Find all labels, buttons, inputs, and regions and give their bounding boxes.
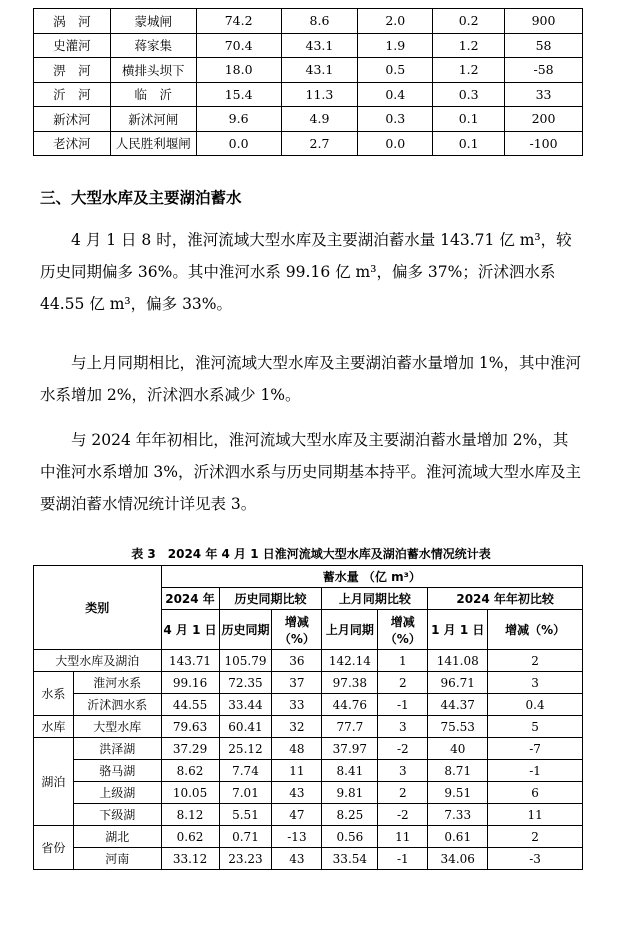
table-cell: 97.38 bbox=[322, 672, 378, 694]
table-row bbox=[34, 131, 583, 156]
table-cell: 0.0 bbox=[196, 131, 281, 156]
table-cell: 8.41 bbox=[322, 760, 378, 782]
header-storage: 蓄水量 （亿 m³） bbox=[161, 566, 582, 588]
table-cell: 40 bbox=[428, 738, 488, 760]
table-cell: 9.81 bbox=[322, 782, 378, 804]
table-cell: 2 bbox=[378, 672, 428, 694]
table-cell: 横排头坝下 bbox=[110, 58, 196, 83]
table-row bbox=[34, 82, 583, 107]
table-cell: 蒙城闸 bbox=[110, 9, 196, 34]
table-cell: 75.53 bbox=[428, 716, 488, 738]
table-cell: 25.12 bbox=[219, 738, 272, 760]
table-cell: 33.54 bbox=[322, 848, 378, 870]
table-row bbox=[34, 804, 583, 826]
table-cell: -100 bbox=[505, 131, 583, 156]
table-cell: 0.2 bbox=[433, 9, 505, 34]
table-cell: -1 bbox=[488, 760, 583, 782]
table-cell: 7.33 bbox=[428, 804, 488, 826]
table-cell: 0.61 bbox=[428, 826, 488, 848]
section-heading: 三、大型水库及主要湖泊蓄水 bbox=[40, 189, 242, 207]
table-cell: 99.16 bbox=[161, 672, 219, 694]
table-cell: 涡 河 bbox=[34, 9, 111, 34]
table-row bbox=[34, 826, 583, 848]
table-cell: 8.12 bbox=[161, 804, 219, 826]
table-cell: -58 bbox=[505, 58, 583, 83]
table-cell: 72.35 bbox=[219, 672, 272, 694]
table-cell: 8.62 bbox=[161, 760, 219, 782]
row-label: 骆马湖 bbox=[73, 760, 161, 782]
table-cell: 141.08 bbox=[428, 650, 488, 672]
table-cell: 0.56 bbox=[322, 826, 378, 848]
header-hist-compare: 历史同期比较 bbox=[219, 588, 322, 610]
table-cell: 新沭河闸 bbox=[110, 107, 196, 132]
table-cell: 蒋家集 bbox=[110, 33, 196, 58]
table-row bbox=[34, 716, 583, 738]
table-cell: -1 bbox=[378, 694, 428, 716]
table-cell: 43 bbox=[272, 782, 322, 804]
row-label: 下级湖 bbox=[73, 804, 161, 826]
table-cell: 临 沂 bbox=[110, 82, 196, 107]
group-label: 省份 bbox=[34, 826, 74, 870]
table-cell: 105.79 bbox=[219, 650, 272, 672]
header-hist: 历史同期 bbox=[219, 610, 272, 650]
table-cell: 0.1 bbox=[433, 107, 505, 132]
table-cell: 6 bbox=[488, 782, 583, 804]
table-cell: 3 bbox=[378, 760, 428, 782]
table-cell: 老沭河 bbox=[34, 131, 111, 156]
table-cell: 2 bbox=[378, 782, 428, 804]
table-cell: 2 bbox=[488, 650, 583, 672]
row-label: 洪泽湖 bbox=[73, 738, 161, 760]
header-2024: 2024 年 bbox=[161, 588, 219, 610]
storage-table bbox=[33, 565, 583, 870]
table-cell: 0.5 bbox=[358, 58, 433, 83]
table-cell: 0.62 bbox=[161, 826, 219, 848]
table-cell: 58 bbox=[505, 33, 583, 58]
table-cell: 11 bbox=[488, 804, 583, 826]
table-cell: 15.4 bbox=[196, 82, 281, 107]
table-cell: 0.4 bbox=[358, 82, 433, 107]
table-cell: 47 bbox=[272, 804, 322, 826]
table-cell: 142.14 bbox=[322, 650, 378, 672]
table-cell: 8.25 bbox=[322, 804, 378, 826]
table-cell: 3 bbox=[488, 672, 583, 694]
group-label: 水系 bbox=[34, 672, 74, 716]
table-cell: 37.97 bbox=[322, 738, 378, 760]
table-cell: 96.71 bbox=[428, 672, 488, 694]
header-prev: 上月同期 bbox=[322, 610, 378, 650]
table-cell: 77.7 bbox=[322, 716, 378, 738]
header-change-3: 增减（%） bbox=[488, 610, 583, 650]
table-cell: 0.3 bbox=[358, 107, 433, 132]
table-cell: 人民胜利堰闸 bbox=[110, 131, 196, 156]
table-cell: 8.71 bbox=[428, 760, 488, 782]
header-prev-compare: 上月同期比较 bbox=[322, 588, 428, 610]
table-cell: -2 bbox=[378, 738, 428, 760]
table-cell: -2 bbox=[378, 804, 428, 826]
table-cell: 1.2 bbox=[433, 33, 505, 58]
header-jan1: 1 月 1 日 bbox=[428, 610, 488, 650]
table-row bbox=[34, 738, 583, 760]
table-cell: 11 bbox=[378, 826, 428, 848]
table-cell: 70.4 bbox=[196, 33, 281, 58]
paragraph-2: 与上月同期相比，淮河流域大型水库及主要湖泊蓄水量增加 1%，其中淮河水系增加 2%，沂沭泗水系减少 1%。 bbox=[40, 354, 582, 404]
header-start-compare: 2024 年年初比较 bbox=[428, 588, 583, 610]
table-row bbox=[34, 848, 583, 870]
header-change-1: 增减（%） bbox=[272, 610, 322, 650]
table-cell: 33 bbox=[272, 694, 322, 716]
table-cell: 7.01 bbox=[219, 782, 272, 804]
table-cell: 43 bbox=[272, 848, 322, 870]
table-cell: 0.4 bbox=[488, 694, 583, 716]
table-cell: 新沭河 bbox=[34, 107, 111, 132]
header-apr1: 4 月 1 日 bbox=[161, 610, 219, 650]
row-label: 湖北 bbox=[73, 826, 161, 848]
table-cell: -3 bbox=[488, 848, 583, 870]
table-row bbox=[34, 650, 583, 672]
header-category: 类别 bbox=[34, 566, 162, 650]
table-cell: 淠 河 bbox=[34, 58, 111, 83]
table-cell: 1 bbox=[378, 650, 428, 672]
table-cell: 0.71 bbox=[219, 826, 272, 848]
table-row bbox=[34, 9, 583, 34]
row-label: 沂沭泗水系 bbox=[73, 694, 161, 716]
table-cell: 37 bbox=[272, 672, 322, 694]
table-row bbox=[34, 694, 583, 716]
table-row bbox=[34, 33, 583, 58]
table-cell: 79.63 bbox=[161, 716, 219, 738]
table-cell: 33 bbox=[505, 82, 583, 107]
header-change-2: 增减（%） bbox=[378, 610, 428, 650]
row-label: 大型水库及湖泊 bbox=[34, 650, 162, 672]
group-label: 水库 bbox=[34, 716, 74, 738]
group-label: 湖泊 bbox=[34, 738, 74, 826]
river-flow-table bbox=[33, 8, 583, 156]
table-row bbox=[34, 107, 583, 132]
table-cell: 0.3 bbox=[433, 82, 505, 107]
table-cell: 10.05 bbox=[161, 782, 219, 804]
table-cell: 1.9 bbox=[358, 33, 433, 58]
paragraph-1: 4 月 1 日 8 时，淮河流域大型水库及主要湖泊蓄水量 143.71 亿 m³，较历史同期偏多 36%。其中淮河水系 99.16 亿 m³，偏多 37%；沂沭泗水系 44.55 亿 m³，偏多 33%。 bbox=[40, 231, 572, 313]
table-cell: 8.6 bbox=[281, 9, 358, 34]
table-cell: 48 bbox=[272, 738, 322, 760]
table-cell: 200 bbox=[505, 107, 583, 132]
table-cell: -1 bbox=[378, 848, 428, 870]
table-cell: 33.12 bbox=[161, 848, 219, 870]
table-cell: 9.51 bbox=[428, 782, 488, 804]
table-row bbox=[34, 760, 583, 782]
table-cell: 44.37 bbox=[428, 694, 488, 716]
table-cell: 44.76 bbox=[322, 694, 378, 716]
table-cell: 9.6 bbox=[196, 107, 281, 132]
table-cell: 4.9 bbox=[281, 107, 358, 132]
table-cell: -13 bbox=[272, 826, 322, 848]
table-cell: 2 bbox=[488, 826, 583, 848]
table-cell: 36 bbox=[272, 650, 322, 672]
table-cell: 5 bbox=[488, 716, 583, 738]
table-cell: 44.55 bbox=[161, 694, 219, 716]
table-cell: 11 bbox=[272, 760, 322, 782]
table-cell: 60.41 bbox=[219, 716, 272, 738]
table-cell: 史灌河 bbox=[34, 33, 111, 58]
table-cell: 32 bbox=[272, 716, 322, 738]
table-cell: 2.0 bbox=[358, 9, 433, 34]
row-label: 大型水库 bbox=[73, 716, 161, 738]
table-row bbox=[34, 672, 583, 694]
table-caption: 表 3 2024 年 4 月 1 日淮河流域大型水库及湖泊蓄水情况统计表 bbox=[131, 547, 491, 561]
table-cell: 0.1 bbox=[433, 131, 505, 156]
row-label: 淮河水系 bbox=[73, 672, 161, 694]
row-label: 上级湖 bbox=[73, 782, 161, 804]
table-cell: 2.7 bbox=[281, 131, 358, 156]
table-row bbox=[34, 58, 583, 83]
table-cell: 3 bbox=[378, 716, 428, 738]
table-cell: 11.3 bbox=[281, 82, 358, 107]
row-label: 河南 bbox=[73, 848, 161, 870]
table-cell: -7 bbox=[488, 738, 583, 760]
table-cell: 37.29 bbox=[161, 738, 219, 760]
table-cell: 7.74 bbox=[219, 760, 272, 782]
table-cell: 5.51 bbox=[219, 804, 272, 826]
table-cell: 23.23 bbox=[219, 848, 272, 870]
table-cell: 33.44 bbox=[219, 694, 272, 716]
paragraph-3: 与 2024 年年初相比，淮河流域大型水库及主要湖泊蓄水量增加 2%，其中淮河水系增加 3%，沂沭泗水系与历史同期基本持平。淮河流域大型水库及主要湖泊蓄水情况统计详见表 3。 bbox=[40, 431, 582, 513]
table-cell: 34.06 bbox=[428, 848, 488, 870]
table-row bbox=[34, 782, 583, 804]
table-cell: 沂 河 bbox=[34, 82, 111, 107]
table-cell: 0.0 bbox=[358, 131, 433, 156]
table-cell: 43.1 bbox=[281, 58, 358, 83]
table-cell: 143.71 bbox=[161, 650, 219, 672]
table-cell: 1.2 bbox=[433, 58, 505, 83]
table-cell: 18.0 bbox=[196, 58, 281, 83]
table-cell: 900 bbox=[505, 9, 583, 34]
table-cell: 43.1 bbox=[281, 33, 358, 58]
table-cell: 74.2 bbox=[196, 9, 281, 34]
